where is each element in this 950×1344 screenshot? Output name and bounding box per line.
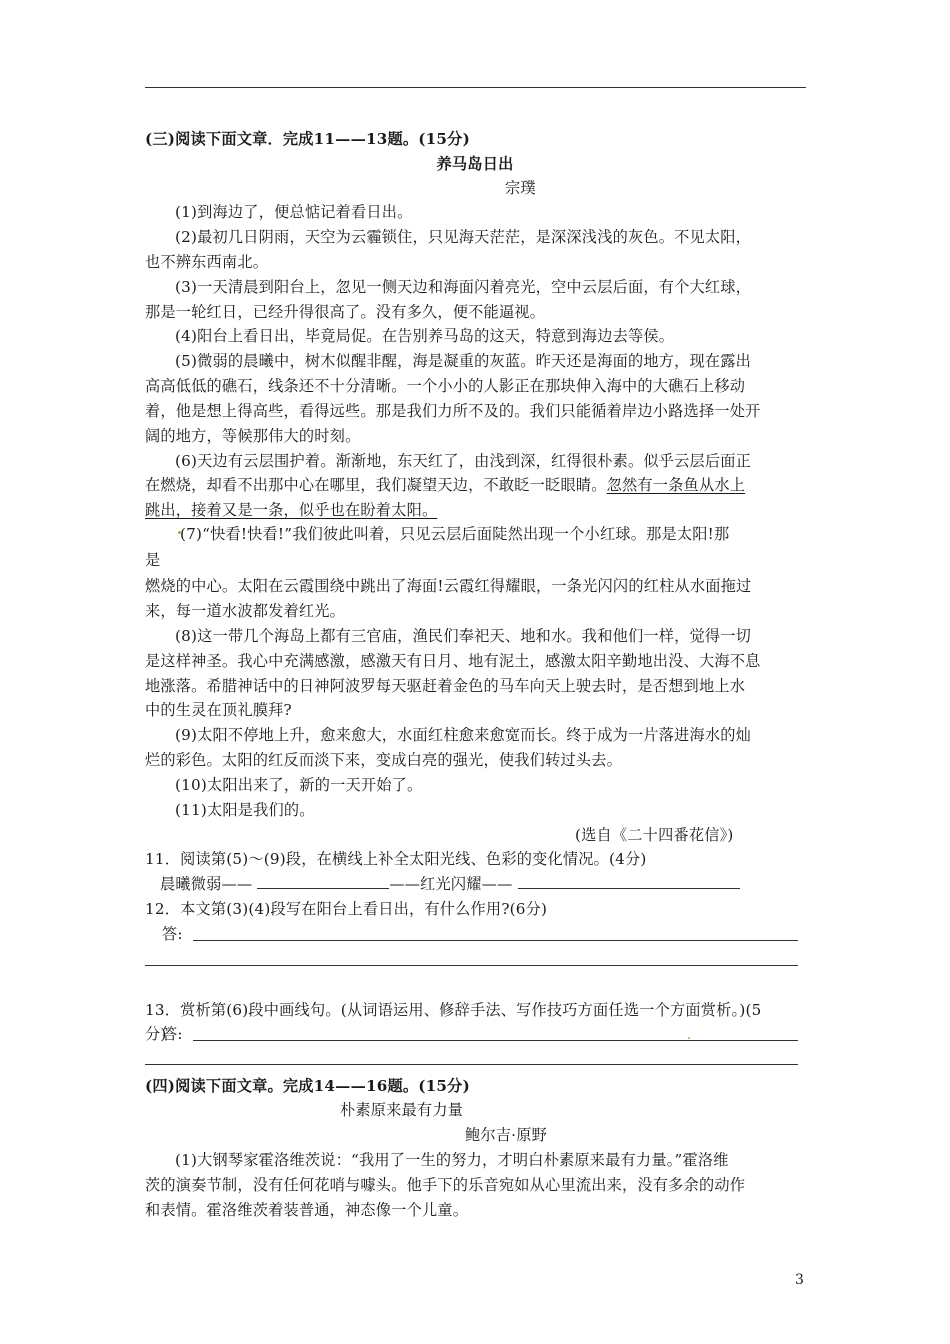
speck xyxy=(688,1037,690,1039)
question-11-fill-row xyxy=(160,872,810,896)
fill-middle: ——红光闪耀—— xyxy=(389,875,513,893)
answer-line[interactable] xyxy=(193,1040,798,1041)
article-source: (选自《二十四番花信》) xyxy=(575,826,734,844)
paragraph-line: 高高低低的礁石，线条还不十分清晰。一个小小的人影正在那块伸入海中的大礁石上移动 xyxy=(145,377,746,395)
paragraph-line: 是这样神圣。我心中充满感激，感激天有日月、地有泥土，感激太阳辛勤地出没、大海不息 xyxy=(145,652,761,670)
paragraph-line: 是 xyxy=(145,551,161,569)
answer-line[interactable] xyxy=(145,1064,798,1065)
paragraph-line: 和表情。霍洛维茨着装普通，神态像一个儿童。 xyxy=(145,1201,469,1219)
article-title: 朴素原来最有力量 xyxy=(340,1101,464,1119)
paragraph-line: 烂的彩色。太阳的红反而淡下来，变成白亮的强光，使我们转过头去。 xyxy=(145,751,623,769)
answer-line[interactable] xyxy=(145,965,798,966)
paragraph-line xyxy=(145,473,810,497)
section3-heading: (三)阅读下面文章．完成11——13题。(15分) xyxy=(145,130,470,148)
article-author: 鲍尔吉·原野 xyxy=(465,1126,547,1144)
top-rule xyxy=(145,87,806,88)
fill-prefix: 晨曦微弱—— xyxy=(160,875,253,893)
paragraph-line: (2)最初几日阴雨，天空为云霾锁住，只见海天茫茫，是深深浅浅的灰色。不见太阳， xyxy=(175,228,752,246)
paragraph-line: 来，每一道水波都发着红光。 xyxy=(145,602,346,620)
paragraph-line: 燃烧的中心。太阳在云霞围绕中跳出了海面!云霞红得耀眼，一条光闪闪的红柱从水面拖过 xyxy=(145,577,752,595)
question-13-cont: 分) xyxy=(145,1025,167,1043)
paragraph-line: (9)太阳不停地上升，愈来愈大，水面红柱愈来愈宽而长。终于成为一片落进海水的灿 xyxy=(175,726,752,744)
paragraph-line: (1)大钢琴家霍洛维茨说：“我用了一生的努力，才明白朴素原来最有力量。”霍洛维 xyxy=(175,1151,729,1169)
paragraph-line: 也不辨东西南北。 xyxy=(145,253,269,271)
paragraph-line: (8)这一带几个海岛上都有三官庙，渔民们奉祀天、地和水。我和他们一样，觉得一切 xyxy=(175,627,752,645)
paragraph-line: 茨的演奏节制，没有任何花哨与噱头。他手下的乐音宛如从心里流出来，没有多余的动作 xyxy=(145,1176,746,1194)
answer-label: 答: xyxy=(162,925,183,943)
answer-line[interactable] xyxy=(193,940,798,941)
question-11: 11．阅读第(5)～(9)段，在横线上补全太阳光线、色彩的变化情况。(4分) xyxy=(145,850,647,868)
page-number: 3 xyxy=(795,1272,804,1288)
underlined-sentence: 跳出，接着又是一条，似乎也在盼着太阳。 xyxy=(145,501,438,519)
paragraph-line: (7)“快看!快看!”我们彼此叫着，只见云层后面陡然出现一个小红球。那是太阳!那 xyxy=(180,525,730,543)
question-13: 13．赏析第(6)段中画线句。(从词语运用、修辞手法、写作技巧方面任选一个方面赏析。)(5 xyxy=(145,1001,762,1019)
paragraph-line: (3)一天清晨到阳台上，忽见一侧天边和海面闪着亮光，空中云层后面，有个大红球， xyxy=(175,278,752,296)
question-12: 12．本文第(3)(4)段写在阳台上看日出，有什么作用?(6分) xyxy=(145,900,548,918)
paragraph-line: (11)太阳是我们的。 xyxy=(175,801,315,819)
paragraph-line: 着，他是想上得高些，看得远些。那是我们力所不及的。我们只能循着岸边小路选择一处开 xyxy=(145,402,761,420)
paragraph-text: 在燃烧，却看不出那中心在哪里，我们凝望天边，不敢眨一眨眼睛。 xyxy=(145,476,607,494)
paragraph-line: 地涨落。希腊神话中的日神阿波罗每天驱赶着金色的马车向天上驶去时，是否想到地上水 xyxy=(145,677,746,695)
paragraph-line: (1)到海边了，便总惦记着看日出。 xyxy=(175,203,413,221)
section4-heading: (四)阅读下面文章。完成14——16题。(15分) xyxy=(145,1077,470,1095)
paragraph-line: 中的生灵在顶礼膜拜? xyxy=(145,701,292,719)
paragraph-line: (5)微弱的晨曦中，树木似醒非醒，海是凝重的灰蓝。昨天还是海面的地方，现在露出 xyxy=(175,352,752,370)
article-author: 宗璞 xyxy=(505,179,536,197)
paragraph-line: 阔的地方，等候那伟大的时刻。 xyxy=(145,427,361,445)
article-title: 养马岛日出 xyxy=(436,155,514,173)
answer-label: 答: xyxy=(162,1025,183,1043)
paragraph-line: 那是一轮红日，已经升得很高了。没有多久，便不能逼视。 xyxy=(145,303,546,321)
paragraph-line: (10)太阳出来了，新的一天开始了。 xyxy=(175,776,423,794)
paragraph-line: (6)天边有云层围护着。渐渐地，东天红了，由浅到深，红得很朴素。似乎云层后面正 xyxy=(175,452,752,470)
answer-blank-1[interactable] xyxy=(257,874,389,889)
underlined-sentence: 忽然有一条鱼从水上 xyxy=(606,476,746,494)
paragraph-line: (4)阳台上看日出，毕竟局促。在告别养马岛的这天，特意到海边去等侯。 xyxy=(175,327,675,345)
answer-blank-2[interactable] xyxy=(518,874,740,889)
